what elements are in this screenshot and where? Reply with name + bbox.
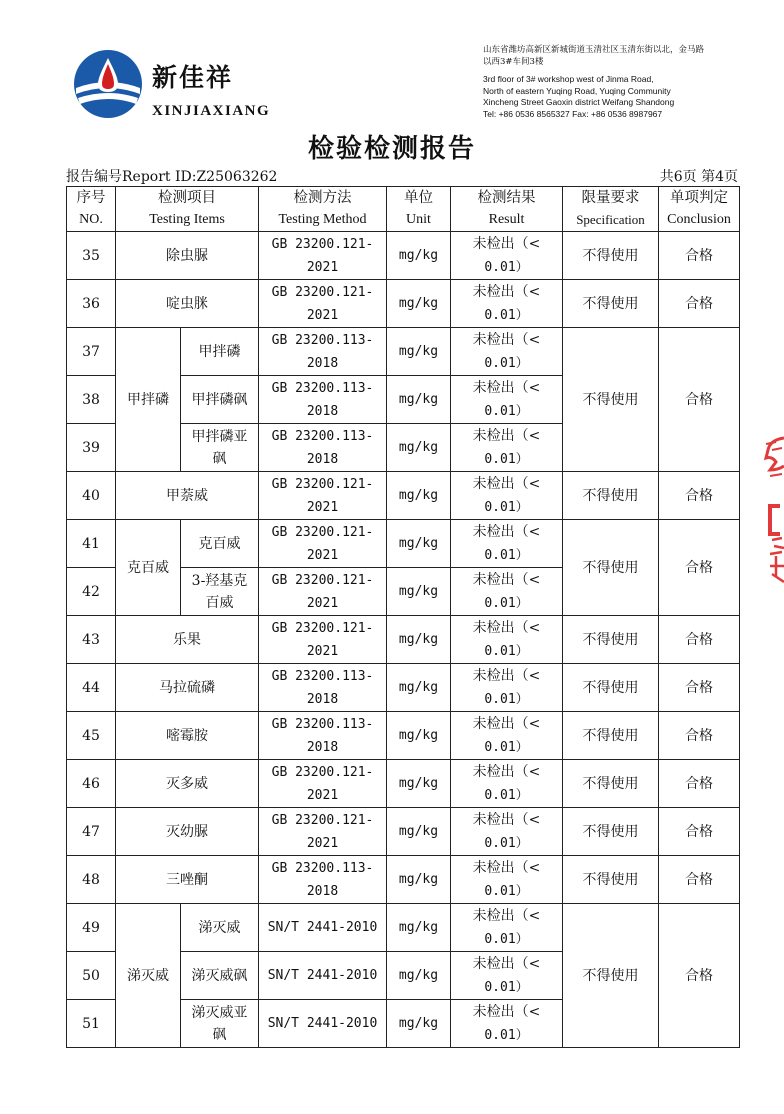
company-logo: [72, 48, 144, 120]
table-row: [67, 856, 740, 904]
unit: mg/kg: [387, 520, 451, 568]
conclusion: 合格: [659, 760, 740, 808]
specification: 不得使用: [563, 232, 659, 280]
specification: 不得使用: [563, 808, 659, 856]
test-item-group: 甲拌磷: [116, 328, 181, 472]
test-item: 甲拌磷砜: [181, 376, 259, 424]
unit: mg/kg: [387, 856, 451, 904]
unit: mg/kg: [387, 664, 451, 712]
row-no: 36: [67, 280, 116, 328]
company-name-en: XINJIAXIANG: [152, 103, 271, 119]
result: 未检出（< 0.01）: [451, 1000, 563, 1048]
row-no: 51: [67, 1000, 116, 1048]
row-no: 43: [67, 616, 116, 664]
specification: 不得使用: [563, 664, 659, 712]
test-method: GB 23200.121- 2021: [259, 808, 387, 856]
specification: 不得使用: [563, 520, 659, 616]
unit: mg/kg: [387, 952, 451, 1000]
conclusion: 合格: [659, 712, 740, 760]
specification: 不得使用: [563, 760, 659, 808]
specification: 不得使用: [563, 712, 659, 760]
test-method: GB 23200.113- 2018: [259, 376, 387, 424]
test-item: 啶虫脒: [116, 280, 259, 328]
test-method: GB 23200.113- 2018: [259, 424, 387, 472]
row-no: 39: [67, 424, 116, 472]
report-title: 检验检测报告: [307, 134, 476, 164]
test-method: GB 23200.121- 2021: [259, 232, 387, 280]
result: 未检出（< 0.01）: [451, 568, 563, 616]
table-row: [67, 232, 740, 280]
row-no: 47: [67, 808, 116, 856]
unit: mg/kg: [387, 280, 451, 328]
row-no: 50: [67, 952, 116, 1000]
page-info: 共6页 第4页: [659, 169, 738, 185]
row-no: 41: [67, 520, 116, 568]
specification: 不得使用: [563, 328, 659, 472]
conclusion: 合格: [659, 664, 740, 712]
test-item: 乐果: [116, 616, 259, 664]
test-item: 嘧霉胺: [116, 712, 259, 760]
specification: 不得使用: [563, 280, 659, 328]
header-conclusion: 单项判定 Conclusion: [659, 187, 740, 232]
result: 未检出（< 0.01）: [451, 664, 563, 712]
header-unit: 单位 Unit: [387, 187, 451, 232]
unit: mg/kg: [387, 424, 451, 472]
address-en-line: 3rd floor of 3# workshop west of Jinma Road,: [483, 74, 654, 84]
test-item: 除虫脲: [116, 232, 259, 280]
unit: mg/kg: [387, 232, 451, 280]
test-item: 甲拌磷亚 砜: [181, 424, 259, 472]
unit: mg/kg: [387, 616, 451, 664]
specification: 不得使用: [563, 616, 659, 664]
test-method: GB 23200.121- 2021: [259, 280, 387, 328]
table-row: [67, 472, 740, 520]
test-item: 甲萘威: [116, 472, 259, 520]
conclusion: 合格: [659, 232, 740, 280]
company-name-cn: 新佳祥: [152, 63, 234, 92]
test-method: GB 23200.113- 2018: [259, 664, 387, 712]
header-no: 序号 NO.: [67, 187, 116, 232]
unit: mg/kg: [387, 1000, 451, 1048]
test-method: GB 23200.121- 2021: [259, 520, 387, 568]
header-item: 检测项目 Testing Items: [116, 187, 259, 232]
test-method: GB 23200.113- 2018: [259, 712, 387, 760]
row-no: 45: [67, 712, 116, 760]
result: 未检出（< 0.01）: [451, 712, 563, 760]
table-row: [67, 808, 740, 856]
row-no: 37: [67, 328, 116, 376]
header-result: 检测结果 Result: [451, 187, 563, 232]
conclusion: 合格: [659, 808, 740, 856]
row-no: 46: [67, 760, 116, 808]
test-item: 三唑酮: [116, 856, 259, 904]
result: 未检出（< 0.01）: [451, 280, 563, 328]
specification: 不得使用: [563, 856, 659, 904]
table-row: [67, 712, 740, 760]
test-item-group: 涕灭威: [116, 904, 181, 1048]
row-no: 42: [67, 568, 116, 616]
unit: mg/kg: [387, 328, 451, 376]
conclusion: 合格: [659, 328, 740, 472]
unit: mg/kg: [387, 712, 451, 760]
test-method: SN/T 2441-2010: [259, 1000, 387, 1048]
unit: mg/kg: [387, 904, 451, 952]
conclusion: 合格: [659, 520, 740, 616]
row-no: 49: [67, 904, 116, 952]
conclusion: 合格: [659, 280, 740, 328]
unit: mg/kg: [387, 568, 451, 616]
result: 未检出（< 0.01）: [451, 424, 563, 472]
test-method: GB 23200.121- 2021: [259, 472, 387, 520]
test-method: SN/T 2441-2010: [259, 904, 387, 952]
seal-stamp-fragment: [762, 436, 784, 586]
conclusion: 合格: [659, 472, 740, 520]
test-method: GB 23200.113- 2018: [259, 328, 387, 376]
result: 未检出（< 0.01）: [451, 952, 563, 1000]
table-row: [67, 664, 740, 712]
table-row: [67, 280, 740, 328]
result: 未检出（< 0.01）: [451, 904, 563, 952]
table-row: [67, 760, 740, 808]
test-method: GB 23200.121- 2021: [259, 760, 387, 808]
header-spec: 限量要求 Specification: [563, 187, 659, 232]
table-row: [67, 904, 740, 952]
address-en-line: North of eastern Yuqing Road, Yuqing Community: [483, 85, 671, 96]
company-address: [483, 45, 743, 120]
table-row: [67, 520, 740, 568]
result: 未检出（< 0.01）: [451, 520, 563, 568]
result: 未检出（< 0.01）: [451, 232, 563, 280]
result: 未检出（< 0.01）: [451, 328, 563, 376]
test-item: 克百威: [181, 520, 259, 568]
conclusion: 合格: [659, 856, 740, 904]
result: 未检出（< 0.01）: [451, 808, 563, 856]
row-no: 44: [67, 664, 116, 712]
unit: mg/kg: [387, 472, 451, 520]
test-item: 涕灭威亚 砜: [181, 1000, 259, 1048]
header-method: 检测方法 Testing Method: [259, 187, 387, 232]
row-no: 48: [67, 856, 116, 904]
results-table: [66, 186, 740, 1048]
test-method: GB 23200.113- 2018: [259, 856, 387, 904]
specification: 不得使用: [563, 904, 659, 1048]
report-id: 报告编号Report ID:Z25063262: [66, 169, 278, 185]
specification: 不得使用: [563, 472, 659, 520]
unit: mg/kg: [387, 760, 451, 808]
table-header-row: [67, 187, 740, 232]
conclusion: 合格: [659, 616, 740, 664]
test-item: 灭幼脲: [116, 808, 259, 856]
conclusion: 合格: [659, 904, 740, 1048]
test-item-group: 克百威: [116, 520, 181, 616]
result: 未检出（< 0.01）: [451, 472, 563, 520]
contact-line: Tel: +86 0536 8565327 Fax: +86 0536 8987967: [483, 108, 663, 119]
test-item: 涕灭威: [181, 904, 259, 952]
result: 未检出（< 0.01）: [451, 760, 563, 808]
result: 未检出（< 0.01）: [451, 616, 563, 664]
test-method: SN/T 2441-2010: [259, 952, 387, 1000]
address-en-line: Xincheng Street Gaoxin district Weifang Shandong: [483, 97, 675, 107]
test-item: 3-羟基克 百威: [181, 568, 259, 616]
test-item: 甲拌磷: [181, 328, 259, 376]
unit: mg/kg: [387, 808, 451, 856]
test-method: GB 23200.121- 2021: [259, 616, 387, 664]
test-item: 涕灭威砜: [181, 952, 259, 1000]
result: 未检出（< 0.01）: [451, 856, 563, 904]
result: 未检出（< 0.01）: [451, 376, 563, 424]
address-cn-line: 以西3#车间3楼: [483, 56, 544, 67]
table-row: [67, 616, 740, 664]
table-row: [67, 328, 740, 376]
test-item: 灭多威: [116, 760, 259, 808]
test-method: GB 23200.121- 2021: [259, 568, 387, 616]
address-cn-line: 山东省潍坊高新区新城街道玉清社区玉清东街以北，金马路: [483, 45, 705, 55]
test-item: 马拉硫磷: [116, 664, 259, 712]
unit: mg/kg: [387, 376, 451, 424]
row-no: 40: [67, 472, 116, 520]
row-no: 35: [67, 232, 116, 280]
row-no: 38: [67, 376, 116, 424]
